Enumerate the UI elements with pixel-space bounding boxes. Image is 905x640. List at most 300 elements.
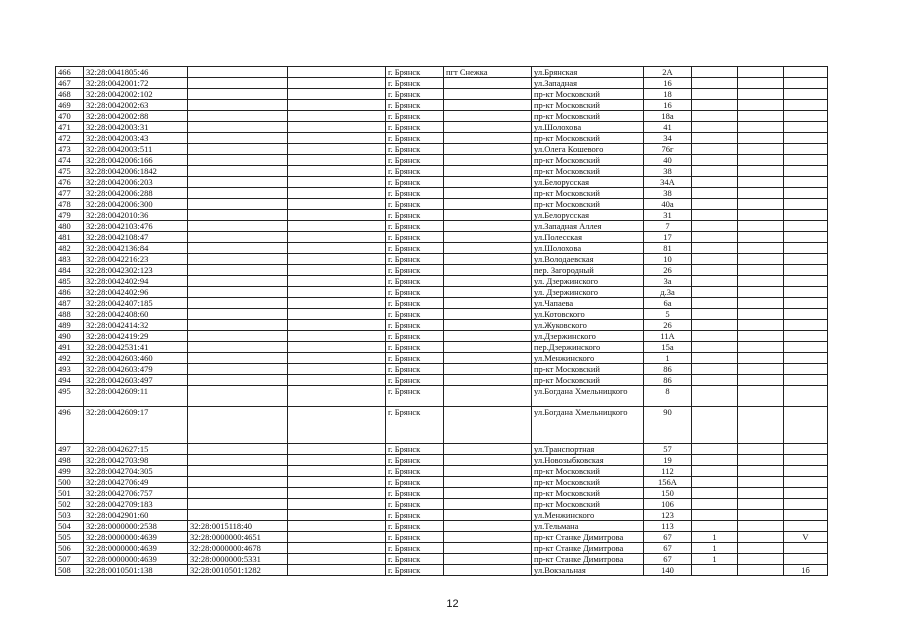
house-number-cell: 123 — [644, 510, 692, 521]
building-cell — [692, 133, 738, 144]
row-number-cell: 494 — [56, 375, 84, 386]
cadastral-number-2-cell — [188, 444, 288, 455]
extra-cell — [784, 298, 828, 309]
empty-column-cell — [288, 89, 386, 100]
street-cell: ул.Вокзальная — [532, 565, 644, 576]
flat-cell — [738, 122, 784, 133]
flat-cell — [738, 111, 784, 122]
flat-cell — [738, 298, 784, 309]
building-cell — [692, 320, 738, 331]
empty-column-cell — [288, 144, 386, 155]
page-number: 12 — [446, 598, 459, 610]
cadastral-number-cell: 32:28:0000000:2538 — [84, 521, 188, 532]
cadastral-number-2-cell — [188, 499, 288, 510]
cadastral-number-2-cell — [188, 353, 288, 364]
table-row — [56, 375, 828, 386]
street-cell: ул. Дзержинского — [532, 276, 644, 287]
extra-cell — [784, 554, 828, 565]
extra-cell — [784, 166, 828, 177]
street-cell: ул.Котовского — [532, 309, 644, 320]
cadastral-number-cell: 32:28:0042609:11 — [84, 386, 188, 407]
flat-cell — [738, 455, 784, 466]
cadastral-number-2-cell — [188, 177, 288, 188]
building-cell — [692, 67, 738, 78]
city-cell: г. Брянск — [386, 309, 444, 320]
flat-cell — [738, 499, 784, 510]
extra-cell — [784, 210, 828, 221]
street-cell: пр-кт Московский — [532, 133, 644, 144]
table-row — [56, 265, 828, 276]
city-cell: г. Брянск — [386, 155, 444, 166]
extra-cell — [784, 543, 828, 554]
table-row — [56, 532, 828, 543]
flat-cell — [738, 521, 784, 532]
street-cell: пр-кт Московский — [532, 188, 644, 199]
city-cell: г. Брянск — [386, 444, 444, 455]
building-cell — [692, 232, 738, 243]
flat-cell — [738, 221, 784, 232]
settlement-cell — [444, 510, 532, 521]
building-cell — [692, 78, 738, 89]
building-cell — [692, 243, 738, 254]
flat-cell — [738, 488, 784, 499]
settlement-cell — [444, 407, 532, 444]
house-number-cell: 41 — [644, 122, 692, 133]
cadastral-number-cell: 32:28:0042609:17 — [84, 407, 188, 444]
empty-column-cell — [288, 243, 386, 254]
extra-cell — [784, 100, 828, 111]
settlement-cell — [444, 177, 532, 188]
extra-cell — [784, 122, 828, 133]
street-cell: ул.Олега Кошевого — [532, 144, 644, 155]
table-row — [56, 342, 828, 353]
empty-column-cell — [288, 166, 386, 177]
cadastral-number-2-cell — [188, 78, 288, 89]
building-cell — [692, 111, 738, 122]
row-number-cell: 498 — [56, 455, 84, 466]
row-number-cell: 483 — [56, 254, 84, 265]
house-number-cell: 38 — [644, 166, 692, 177]
cadastral-number-cell: 32:28:0042006:300 — [84, 199, 188, 210]
settlement-cell — [444, 455, 532, 466]
building-cell — [692, 166, 738, 177]
street-cell: ул.Дзержинского — [532, 331, 644, 342]
building-cell: 1 — [692, 543, 738, 554]
building-cell — [692, 565, 738, 576]
extra-cell — [784, 477, 828, 488]
settlement-cell — [444, 543, 532, 554]
street-cell: пр-кт Московский — [532, 364, 644, 375]
street-cell: ул.Менжинского — [532, 510, 644, 521]
row-number-cell: 479 — [56, 210, 84, 221]
extra-cell — [784, 375, 828, 386]
cadastral-number-cell: 32:28:0000000:4639 — [84, 532, 188, 543]
flat-cell — [738, 177, 784, 188]
table-row — [56, 100, 828, 111]
house-number-cell: 2А — [644, 67, 692, 78]
cadastral-number-2-cell — [188, 111, 288, 122]
row-number-cell: 502 — [56, 499, 84, 510]
row-number-cell: 501 — [56, 488, 84, 499]
extra-cell — [784, 199, 828, 210]
street-cell: пер. Загородный — [532, 265, 644, 276]
cadastral-number-2-cell — [188, 265, 288, 276]
flat-cell — [738, 309, 784, 320]
empty-column-cell — [288, 331, 386, 342]
building-cell — [692, 188, 738, 199]
building-cell — [692, 488, 738, 499]
cadastral-number-cell: 32:28:0042006:288 — [84, 188, 188, 199]
settlement-cell — [444, 521, 532, 532]
settlement-cell — [444, 232, 532, 243]
city-cell: г. Брянск — [386, 166, 444, 177]
city-cell: г. Брянск — [386, 353, 444, 364]
house-number-cell: 106 — [644, 499, 692, 510]
cadastral-number-2-cell: 32:28:0000000:4678 — [188, 543, 288, 554]
house-number-cell: 6а — [644, 298, 692, 309]
house-number-cell: 67 — [644, 532, 692, 543]
cadastral-number-cell: 32:28:0042006:166 — [84, 155, 188, 166]
table-row — [56, 78, 828, 89]
building-cell — [692, 254, 738, 265]
extra-cell: 1б — [784, 565, 828, 576]
house-number-cell: 67 — [644, 554, 692, 565]
flat-cell — [738, 276, 784, 287]
row-number-cell: 477 — [56, 188, 84, 199]
row-number-cell: 486 — [56, 287, 84, 298]
street-cell: ул.Чапаева — [532, 298, 644, 309]
house-number-cell: 86 — [644, 375, 692, 386]
empty-column-cell — [288, 386, 386, 407]
empty-column-cell — [288, 177, 386, 188]
empty-column-cell — [288, 78, 386, 89]
flat-cell — [738, 133, 784, 144]
table-row — [56, 386, 828, 407]
row-number-cell: 466 — [56, 67, 84, 78]
empty-column-cell — [288, 375, 386, 386]
extra-cell — [784, 254, 828, 265]
table-row — [56, 331, 828, 342]
building-cell — [692, 364, 738, 375]
settlement-cell — [444, 89, 532, 100]
row-number-cell: 480 — [56, 221, 84, 232]
table-row — [56, 466, 828, 477]
row-number-cell: 482 — [56, 243, 84, 254]
house-number-cell: 156А — [644, 477, 692, 488]
cadastral-number-cell: 32:28:0042003:511 — [84, 144, 188, 155]
empty-column-cell — [288, 67, 386, 78]
settlement-cell — [444, 342, 532, 353]
street-cell: ул.Шолохова — [532, 243, 644, 254]
row-number-cell: 500 — [56, 477, 84, 488]
flat-cell — [738, 144, 784, 155]
city-cell: г. Брянск — [386, 488, 444, 499]
empty-column-cell — [288, 407, 386, 444]
settlement-cell — [444, 375, 532, 386]
city-cell: г. Брянск — [386, 177, 444, 188]
city-cell: г. Брянск — [386, 122, 444, 133]
city-cell: г. Брянск — [386, 455, 444, 466]
flat-cell — [738, 210, 784, 221]
extra-cell — [784, 364, 828, 375]
settlement-cell — [444, 276, 532, 287]
building-cell — [692, 287, 738, 298]
cadastral-number-2-cell — [188, 166, 288, 177]
building-cell — [692, 444, 738, 455]
cadastral-number-cell: 32:28:0042002:102 — [84, 89, 188, 100]
cadastral-number-2-cell — [188, 488, 288, 499]
street-cell: ул.Полесская — [532, 232, 644, 243]
table-body — [56, 67, 828, 576]
cadastral-number-cell: 32:28:0042706:49 — [84, 477, 188, 488]
empty-column-cell — [288, 342, 386, 353]
cadastral-number-cell: 32:28:0042003:31 — [84, 122, 188, 133]
house-number-cell: 15а — [644, 342, 692, 353]
extra-cell — [784, 67, 828, 78]
extra-cell — [784, 276, 828, 287]
registry-table-wrapper — [55, 66, 828, 576]
cadastral-number-2-cell — [188, 386, 288, 407]
extra-cell — [784, 521, 828, 532]
table-row — [56, 188, 828, 199]
cadastral-number-2-cell — [188, 243, 288, 254]
empty-column-cell — [288, 276, 386, 287]
row-number-cell: 471 — [56, 122, 84, 133]
city-cell: г. Брянск — [386, 298, 444, 309]
settlement-cell — [444, 199, 532, 210]
house-number-cell: 112 — [644, 466, 692, 477]
city-cell: г. Брянск — [386, 188, 444, 199]
row-number-cell: 497 — [56, 444, 84, 455]
street-cell: пер.Дзержинского — [532, 342, 644, 353]
settlement-cell — [444, 532, 532, 543]
row-number-cell: 472 — [56, 133, 84, 144]
settlement-cell — [444, 499, 532, 510]
city-cell: г. Брянск — [386, 510, 444, 521]
empty-column-cell — [288, 265, 386, 276]
building-cell — [692, 144, 738, 155]
cadastral-number-cell: 32:28:0042402:96 — [84, 287, 188, 298]
table-row — [56, 276, 828, 287]
flat-cell — [738, 407, 784, 444]
flat-cell — [738, 543, 784, 554]
cadastral-number-2-cell — [188, 144, 288, 155]
cadastral-number-cell: 32:28:0042703:98 — [84, 455, 188, 466]
city-cell: г. Брянск — [386, 133, 444, 144]
cadastral-number-2-cell — [188, 455, 288, 466]
cadastral-number-cell: 32:28:0042402:94 — [84, 276, 188, 287]
empty-column-cell — [288, 122, 386, 133]
street-cell: ул.Транспортная — [532, 444, 644, 455]
empty-column-cell — [288, 532, 386, 543]
settlement-cell — [444, 331, 532, 342]
house-number-cell: 57 — [644, 444, 692, 455]
city-cell: г. Брянск — [386, 532, 444, 543]
house-number-cell: 17 — [644, 232, 692, 243]
empty-column-cell — [288, 298, 386, 309]
table-row — [56, 122, 828, 133]
extra-cell — [784, 287, 828, 298]
row-number-cell: 468 — [56, 89, 84, 100]
city-cell: г. Брянск — [386, 407, 444, 444]
row-number-cell: 469 — [56, 100, 84, 111]
settlement-cell — [444, 133, 532, 144]
settlement-cell — [444, 166, 532, 177]
cadastral-number-2-cell: 32:28:0000000:5331 — [188, 554, 288, 565]
cadastral-number-cell: 32:28:0042002:88 — [84, 111, 188, 122]
house-number-cell: 90 — [644, 407, 692, 444]
flat-cell — [738, 155, 784, 166]
flat-cell — [738, 565, 784, 576]
extra-cell — [784, 265, 828, 276]
flat-cell — [738, 166, 784, 177]
house-number-cell: 40 — [644, 155, 692, 166]
empty-column-cell — [288, 155, 386, 166]
city-cell: г. Брянск — [386, 342, 444, 353]
table-row — [56, 521, 828, 532]
cadastral-number-cell: 32:28:0042603:497 — [84, 375, 188, 386]
street-cell: ул.Володаевская — [532, 254, 644, 265]
cadastral-number-2-cell — [188, 510, 288, 521]
house-number-cell: 10 — [644, 254, 692, 265]
street-cell: пр-кт Московский — [532, 111, 644, 122]
building-cell — [692, 455, 738, 466]
city-cell: г. Брянск — [386, 199, 444, 210]
settlement-cell — [444, 265, 532, 276]
extra-cell — [784, 144, 828, 155]
table-row — [56, 477, 828, 488]
empty-column-cell — [288, 188, 386, 199]
settlement-cell — [444, 554, 532, 565]
street-cell: ул.Тельмана — [532, 521, 644, 532]
city-cell: г. Брянск — [386, 466, 444, 477]
building-cell — [692, 375, 738, 386]
city-cell: г. Брянск — [386, 499, 444, 510]
flat-cell — [738, 364, 784, 375]
settlement-cell — [444, 210, 532, 221]
street-cell: ул.Белорусская — [532, 177, 644, 188]
row-number-cell: 473 — [56, 144, 84, 155]
city-cell: г. Брянск — [386, 254, 444, 265]
cadastral-number-2-cell: 32:28:0015118:40 — [188, 521, 288, 532]
settlement-cell — [444, 155, 532, 166]
extra-cell — [784, 407, 828, 444]
cadastral-number-2-cell — [188, 287, 288, 298]
house-number-cell: 16 — [644, 100, 692, 111]
cadastral-number-cell: 32:28:0042006:203 — [84, 177, 188, 188]
extra-cell — [784, 243, 828, 254]
city-cell: г. Брянск — [386, 565, 444, 576]
house-number-cell: 81 — [644, 243, 692, 254]
empty-column-cell — [288, 320, 386, 331]
street-cell: пр-кт Московский — [532, 488, 644, 499]
cadastral-number-2-cell — [188, 364, 288, 375]
cadastral-number-cell: 32:28:0042704:305 — [84, 466, 188, 477]
cadastral-number-2-cell — [188, 407, 288, 444]
empty-column-cell — [288, 287, 386, 298]
table-row — [56, 407, 828, 444]
flat-cell — [738, 444, 784, 455]
flat-cell — [738, 243, 784, 254]
house-number-cell: д.3а — [644, 287, 692, 298]
house-number-cell: 5 — [644, 309, 692, 320]
extra-cell — [784, 331, 828, 342]
cadastral-number-2-cell — [188, 67, 288, 78]
cadastral-number-cell: 32:28:0042603:479 — [84, 364, 188, 375]
row-number-cell: 499 — [56, 466, 84, 477]
table-row — [56, 221, 828, 232]
building-cell — [692, 276, 738, 287]
settlement-cell — [444, 221, 532, 232]
city-cell: г. Брянск — [386, 243, 444, 254]
building-cell — [692, 210, 738, 221]
extra-cell — [784, 78, 828, 89]
row-number-cell: 507 — [56, 554, 84, 565]
building-cell: 1 — [692, 532, 738, 543]
table-row — [56, 320, 828, 331]
cadastral-number-cell: 32:28:0042627:15 — [84, 444, 188, 455]
table-row — [56, 210, 828, 221]
building-cell — [692, 177, 738, 188]
empty-column-cell — [288, 100, 386, 111]
settlement-cell — [444, 78, 532, 89]
extra-cell — [784, 232, 828, 243]
empty-column-cell — [288, 510, 386, 521]
settlement-cell — [444, 353, 532, 364]
table-row — [56, 243, 828, 254]
cadastral-number-cell: 32:28:0042414:32 — [84, 320, 188, 331]
cadastral-number-2-cell — [188, 276, 288, 287]
table-row — [56, 499, 828, 510]
building-cell — [692, 499, 738, 510]
row-number-cell: 508 — [56, 565, 84, 576]
row-number-cell: 495 — [56, 386, 84, 407]
table-row — [56, 444, 828, 455]
flat-cell — [738, 510, 784, 521]
city-cell: г. Брянск — [386, 221, 444, 232]
city-cell: г. Брянск — [386, 100, 444, 111]
cadastral-number-cell: 32:28:0042216:23 — [84, 254, 188, 265]
cadastral-number-cell: 32:28:0000000:4639 — [84, 543, 188, 554]
empty-column-cell — [288, 364, 386, 375]
row-number-cell: 493 — [56, 364, 84, 375]
settlement-cell — [444, 565, 532, 576]
settlement-cell — [444, 488, 532, 499]
extra-cell — [784, 188, 828, 199]
street-cell: ул.Богдана Хмельницкого — [532, 386, 644, 407]
flat-cell — [738, 232, 784, 243]
house-number-cell: 38 — [644, 188, 692, 199]
street-cell: ул.Белорусская — [532, 210, 644, 221]
city-cell: г. Брянск — [386, 67, 444, 78]
table-row — [56, 166, 828, 177]
settlement-cell — [444, 320, 532, 331]
empty-column-cell — [288, 488, 386, 499]
city-cell: г. Брянск — [386, 210, 444, 221]
empty-column-cell — [288, 111, 386, 122]
table-row — [56, 89, 828, 100]
house-number-cell: 19 — [644, 455, 692, 466]
house-number-cell: 8 — [644, 386, 692, 407]
table-row — [56, 199, 828, 210]
city-cell: г. Брянск — [386, 89, 444, 100]
city-cell: г. Брянск — [386, 111, 444, 122]
city-cell: г. Брянск — [386, 364, 444, 375]
cadastral-number-cell: 32:28:0042407:185 — [84, 298, 188, 309]
building-cell — [692, 265, 738, 276]
cadastral-number-2-cell — [188, 375, 288, 386]
house-number-cell: 34 — [644, 133, 692, 144]
